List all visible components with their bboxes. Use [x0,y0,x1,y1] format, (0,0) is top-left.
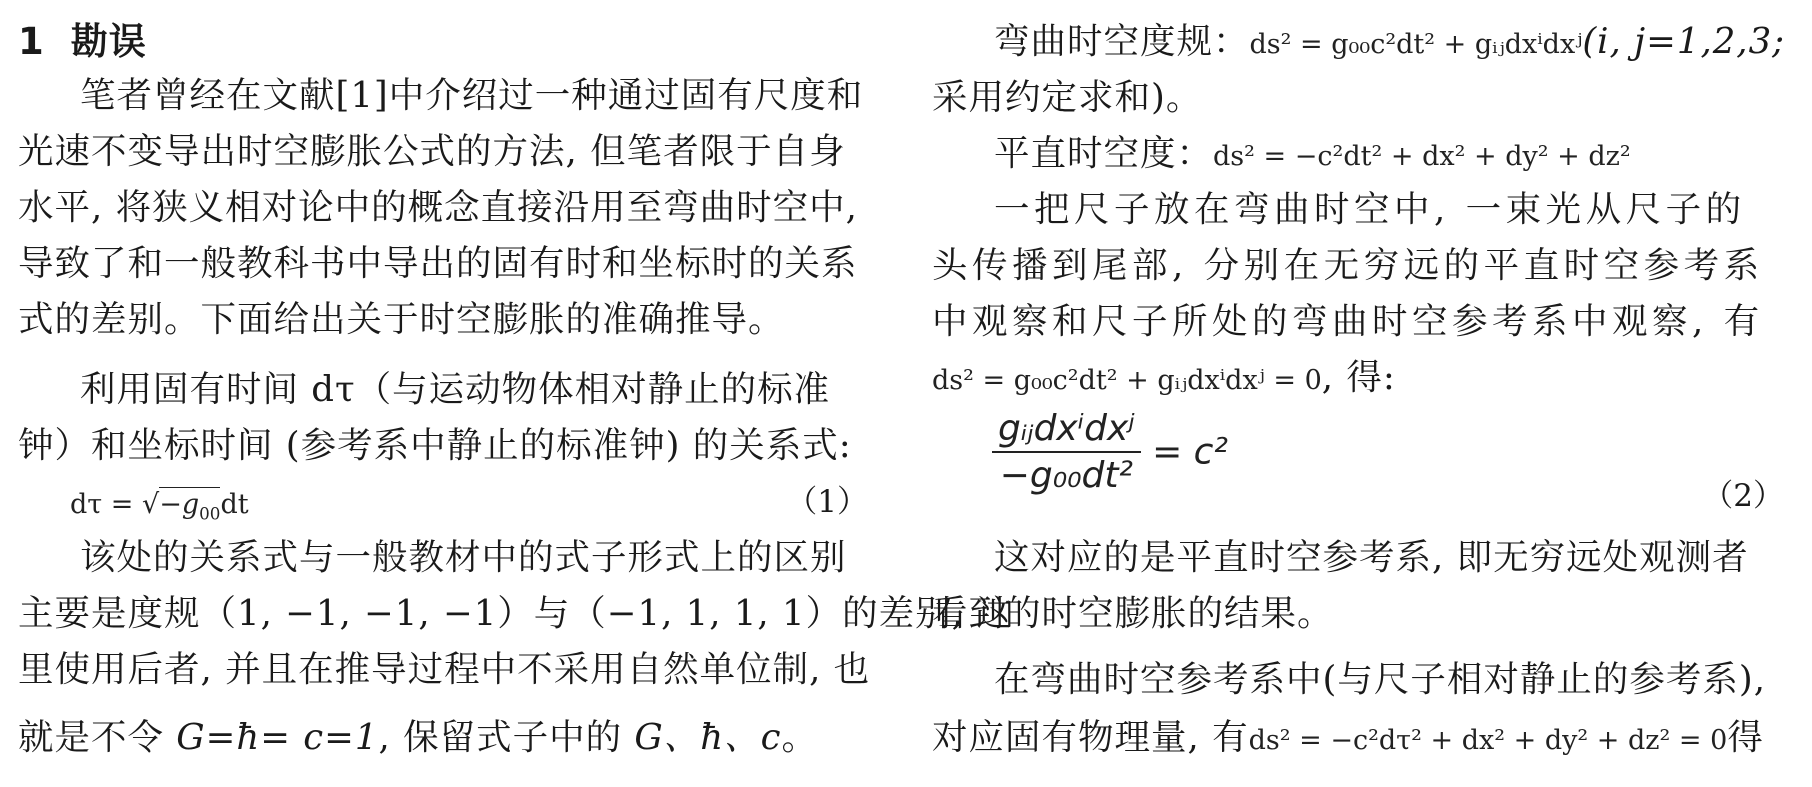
paragraph-line: 一把尺子放在弯曲时空中, 一束光从尺子的 [994,189,1746,230]
paragraph-line: 式的差别。下面给出关于时空膨胀的准确推导。 [18,299,785,340]
paragraph-line: 就是不令 G=ħ= c=1, 保留式子中的 G、ħ、c。 [18,717,818,758]
equation-1-number: （1） [786,484,868,520]
equation-1 [70,476,878,528]
paragraph-line: 光速不变导出时空膨胀公式的方法, 但笔者限于自身 [18,131,846,172]
paragraph-line: 主要是度规（1, −1, −1, −1）与（−1, 1, 1, 1）的差别, 这 [18,593,1013,634]
equation-2-body: $\frac{\text{gᵢⱼdxⁱdxʲ}}{\text{−g₀₀dt²}}$ = c² [992,430,1228,471]
paragraph-line: 看到的时空膨胀的结果。 [932,593,1334,634]
paragraph-line: 平直时空度：ds² = −c²dt² + dx² + dy² + dz² [994,133,1631,174]
paragraph-line: 该处的关系式与一般教材中的式子形式上的区别 [80,537,847,578]
paragraph-line: 钟）和坐标时间 (参考系中静止的标准钟) 的关系式: [18,425,852,466]
paragraph-line: 笔者曾经在文献[1]中介绍过一种通过固有尺度和 [80,75,864,116]
section-title: 勘误 [70,20,147,63]
equation-2-number: （2） [1702,478,1784,514]
paragraph-line: 利用固有时间 dτ（与运动物体相对静止的标准 [80,369,831,410]
paragraph-line: 这对应的是平直时空参考系, 即无穷远处观测者 [994,537,1749,578]
section-heading [18,16,147,68]
paragraph-line: 头传播到尾部, 分别在无穷远的平直时空参考系 [932,245,1764,286]
paragraph-line: 在弯曲时空参考系中(与尺子相对静止的参考系), [994,659,1766,700]
paragraph-line: 对应固有物理量, 有ds² = −c²dτ² + dx² + dy² + dz² = 0得 [932,717,1764,758]
paragraph-line: 导致了和一般教科书中导出的固有时和坐标时的关系 [18,243,858,284]
equation-1-body: $d\tau = √-g_{00}dt$ [70,489,249,524]
paragraph-line: 水平, 将狭义相对论中的概念直接沿用至弯曲时空中, [18,187,858,228]
paragraph-line: 里使用后者, 并且在推导过程中不采用自然单位制, 也 [18,649,871,690]
equation-2 [992,408,1794,518]
section-number: 1 [18,20,45,63]
paragraph-line: 中观察和尺子所处的弯曲时空参考系中观察, 有 [932,301,1764,342]
paragraph-line: 采用约定求和)。 [932,77,1203,118]
paragraph-line: 弯曲时空度规：ds² = g₀₀c²dt² + gᵢⱼdxⁱdxʲ(i, j=1,2,3; [994,21,1786,62]
paragraph-line: ds² = g₀₀c²dt² + gᵢⱼdxⁱdxʲ = 0, 得: [932,357,1396,398]
